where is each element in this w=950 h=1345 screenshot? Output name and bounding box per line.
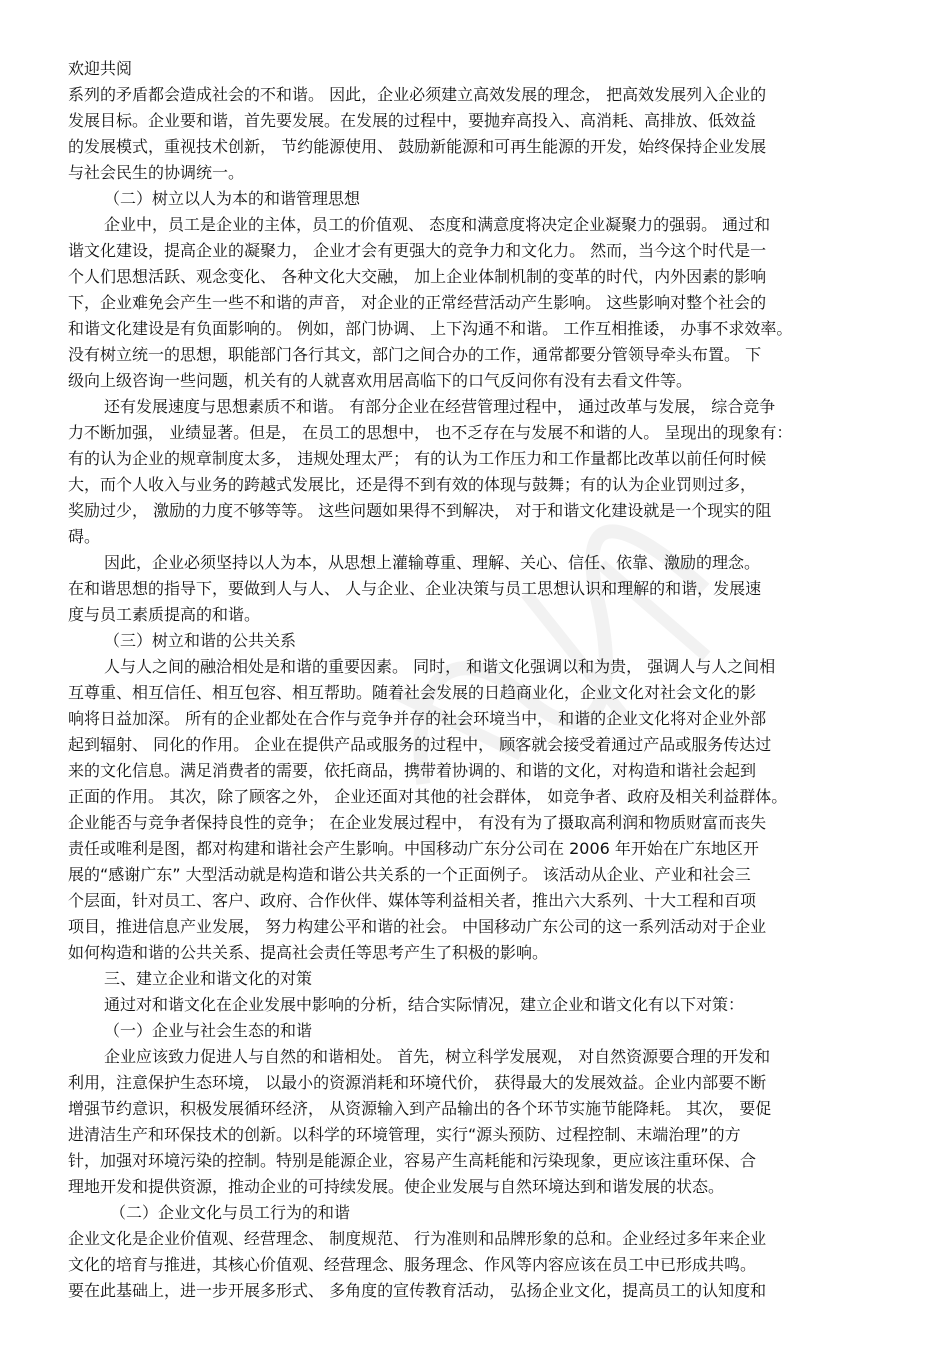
- section-heading: 三、建立企业和谐文化的对策: [104, 969, 313, 988]
- text-line: 项目，推进信息产业发展， 努力构建公平和谐的社会。 中国移动广东公司的这一系列活动对于企业: [68, 917, 767, 936]
- text-line: 企业能否与竞争者保持良性的竞争； 在企业发展过程中， 有没有为了摄取高利润和物质财富而丧失: [68, 813, 767, 832]
- text-line: 奖励过少， 激励的力度不够等等。 这些问题如果得不到解决， 对于和谐文化建设就是一个现实的阻: [68, 501, 772, 520]
- text-line: 增强节约意识，积极发展循环经济， 从资源输入到产品输出的各个环节实施节能降耗。 其次， 要促: [68, 1099, 772, 1118]
- text-line: 文化的培育与推进，其核心价值观、经营理念、服务理念、作风等内容应该在员工中已形成共鸣。: [68, 1255, 757, 1274]
- text-line: 展的“感谢广东” 大型活动就是构造和谐公共关系的一个正面例子。 该活动从企业、产业和社会三: [68, 865, 751, 884]
- text-line: 和谐文化建设是有负面影响的。 例如，部门协调、 上下沟通不和谐。 工作互相推诿， 办事不求效率。: [68, 319, 793, 338]
- text-line: 针，加强对环境污染的控制。特别是能源企业，容易产生高耗能和污染现象，更应该注重环保、合: [68, 1151, 757, 1170]
- section-heading: （二）树立以人为本的和谐管理思想: [104, 189, 361, 208]
- text-line: 的发展模式，重视技术创新， 节约能源使用、 鼓励新能源和可再生能源的开发，始终保持企业发展: [68, 137, 767, 156]
- text-line: 下，企业难免会产生一些不和谐的声音， 对企业的正常经营活动产生影响。 这些影响对整个社会的: [68, 293, 767, 312]
- text-line: 理地开发和提供资源，推动企业的可持续发展。使企业发展与自然环境达到和谐发展的状态。: [68, 1177, 725, 1196]
- text-line: 起到辐射、 同化的作用。 企业在提供产品或服务的过程中， 顾客就会接受着通过产品或服务传达过: [68, 735, 772, 754]
- text-line: 因此，企业必须坚持以人为本，从思想上灌输尊重、理解、关心、信任、依靠、激励的理念。: [104, 553, 761, 572]
- text-line: 力不断加强， 业绩显著。但是， 在员工的思想中， 也不乏存在与发展不和谐的人。 呈现出的现象有：: [68, 423, 793, 442]
- text-line: 来的文化信息。满足消费者的需要，依托商品，携带着协调的、和谐的文化，对构造和谐社会起到: [68, 761, 757, 780]
- header-text: 欢迎共阅: [68, 59, 133, 78]
- text-line: 谐文化建设，提高企业的凝聚力， 企业才会有更强大的竞争力和文化力。 然而，当今这个时代是一: [68, 241, 767, 260]
- text-line: 响将日益加深。 所有的企业都处在合作与竞争并存的社会环境当中， 和谐的企业文化将对企业外部: [68, 709, 767, 728]
- text-line: 度与员工素质提高的和谐。: [68, 605, 261, 624]
- text-line: 个层面，针对员工、客户、政府、合作伙伴、媒体等利益相关者，推出六大系列、十大工程和百项: [68, 891, 757, 910]
- text-line: 正面的作用。 其次，除了顾客之外， 企业还面对其他的社会群体， 如竞争者、政府及相关利益群体。: [68, 787, 788, 806]
- text-line: 进清洁生产和环保技术的创新。以科学的环境管理，实行“源头预防、过程控制、末端治理”的方: [68, 1125, 741, 1144]
- text-line: 有的认为企业的规章制度太多， 违规处理太严； 有的认为工作压力和工作量都比改革以前任何时候: [68, 449, 767, 468]
- section-heading: （一）企业与社会生态的和谐: [104, 1021, 313, 1040]
- section-heading: （三）树立和谐的公共关系: [104, 631, 297, 650]
- text-line: 要在此基础上，进一步开展多形式、 多角度的宣传教育活动， 弘扬企业文化，提高员工的认知度和: [68, 1281, 767, 1300]
- section-heading: （二）企业文化与员工行为的和谐: [110, 1203, 351, 1222]
- text-line: 企业中，员工是企业的主体，员工的价值观、 态度和满意度将决定企业凝聚力的强弱。 通过和: [104, 215, 771, 234]
- text-line: 系列的矛盾都会造成社会的不和谐。 因此，企业必须建立高效发展的理念， 把高效发展列入企业的: [68, 85, 767, 104]
- text-line: 碍。: [68, 527, 101, 546]
- text-line: 互尊重、相互信任、相互包容、相互帮助。随着社会发展的日趋商业化，企业文化对社会文化的影: [68, 683, 757, 702]
- text-line: 如何构造和谐的公共关系、提高社会责任等思考产生了积极的影响。: [68, 943, 549, 962]
- text-line: 通过对和谐文化在企业发展中影响的分析，结合实际情况，建立企业和谐文化有以下对策：: [104, 995, 745, 1014]
- text-line: 发展目标。企业要和谐，首先要发展。在发展的过程中，要抛弃高投入、高消耗、高排放、低效益: [68, 111, 757, 130]
- text-line: 没有树立统一的思想，职能部门各行其文，部门之间合办的工作，通常都要分管领导牵头布置。 下: [68, 345, 762, 364]
- text-line: 还有发展速度与思想素质不和谐。 有部分企业在经营管理过程中， 通过改革与发展， 综合竞争: [104, 397, 776, 416]
- text-line: 与社会民生的协调统一。: [68, 163, 245, 182]
- text-line: 在和谐思想的指导下，要做到人与人、 人与企业、企业决策与员工思想认识和理解的和谐，发展速: [68, 579, 762, 598]
- text-line: 级向上级咨询一些问题，机关有的人就喜欢用居高临下的口气反问你有没有去看文件等。: [68, 371, 693, 390]
- text-line: 企业应该致力促进人与自然的和谐相处。 首先，树立科学发展观， 对自然资源要合理的开发和: [104, 1047, 771, 1066]
- text-line: 企业文化是企业价值观、经营理念、 制度规范、 行为准则和品牌形象的总和。企业经过多年来企业: [68, 1229, 767, 1248]
- text-line: 人与人之间的融洽相处是和谐的重要因素。 同时， 和谐文化强调以和为贵， 强调人与人之间相: [104, 657, 776, 676]
- text-line: 利用，注意保护生态环境， 以最小的资源消耗和环境代价， 获得最大的发展效益。企业内部要不断: [68, 1073, 767, 1092]
- text-line: 个人们思想活跃、观念变化、 各种文化大交融， 加上企业体制机制的变革的时代，内外因素的影响: [68, 267, 767, 286]
- text-line: 大，而个人收入与业务的跨越式发展比，还是得不到有效的体现与鼓舞；有的认为企业罚则过多，: [68, 475, 757, 494]
- text-line: 责任或唯利是图，都对构建和谐社会产生影响。中国移动广东分公司在 2006 年开始在广东地区开: [68, 839, 759, 858]
